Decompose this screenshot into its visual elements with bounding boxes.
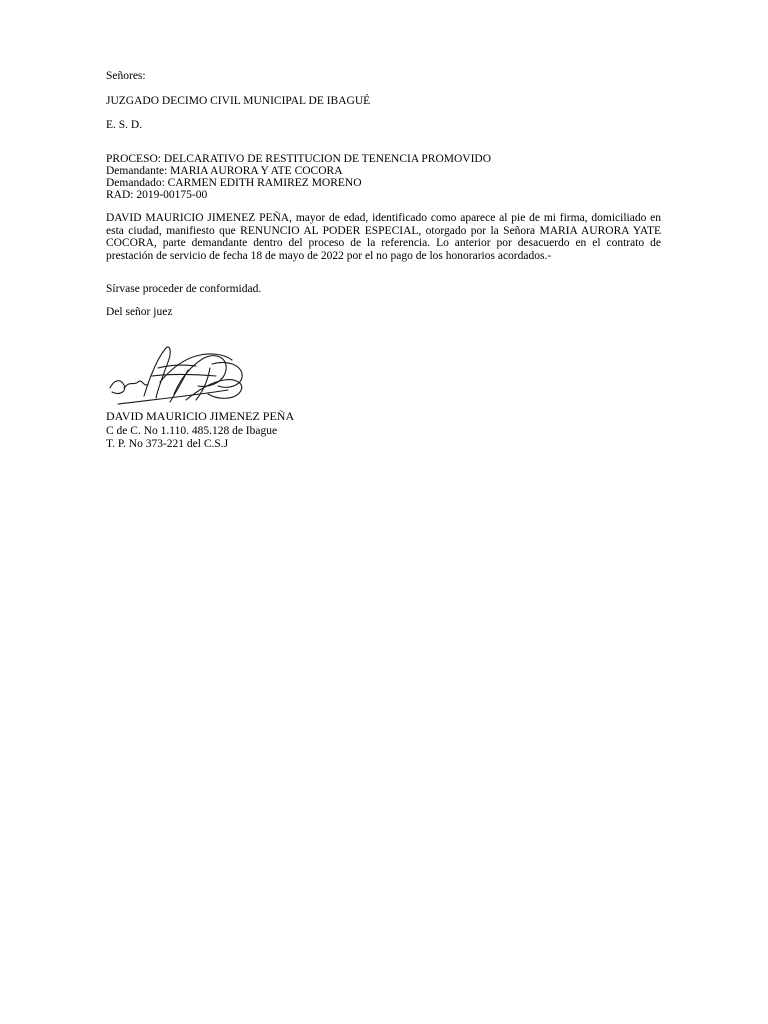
signer-id: C de C. No 1.110. 485.128 de Ibague xyxy=(106,425,278,437)
handwritten-signature xyxy=(100,330,270,420)
request-line: Sírvase proceder de conformidad. xyxy=(106,283,262,295)
process-line: PROCESO: DELCARATIVO DE RESTITUCION DE TENENCIA PROMOVIDO xyxy=(106,153,492,165)
esd-line: E. S. D. xyxy=(106,119,143,131)
defendant-line: Demandado: CARMEN EDITH RAMIREZ MORENO xyxy=(106,177,362,189)
salutation: Señores: xyxy=(106,70,146,82)
court-name: JUZGADO DECIMO CIVIL MUNICIPAL DE IBAGUÉ xyxy=(106,95,371,107)
closing-line: Del señor juez xyxy=(106,306,173,318)
body-paragraph: DAVID MAURICIO JIMENEZ PEÑA, mayor de edad, identificado como aparece al pie de mi firma, domiciliado en esta ciudad, manifiesto que RENUNCIO AL PODER ESPECIAL, otorgado por la Señora MARIA AURORA YATE COCORA, parte demandante dentro del proceso de la referencia. Lo anterior por desacuerdo en el contrato de prestación de servicio de fecha 18 de mayo de 2022 por el no pago de los honorarios acordados.- xyxy=(106,212,661,262)
signer-tp: T. P. No 373-221 del C.S.J xyxy=(106,438,229,450)
plaintiff-line: Demandante: MARIA AURORA Y ATE COCORA xyxy=(106,165,343,177)
signer-name: DAVID MAURICIO JIMENEZ PEÑA xyxy=(106,409,295,423)
rad-line: RAD: 2019-00175-00 xyxy=(106,189,208,201)
